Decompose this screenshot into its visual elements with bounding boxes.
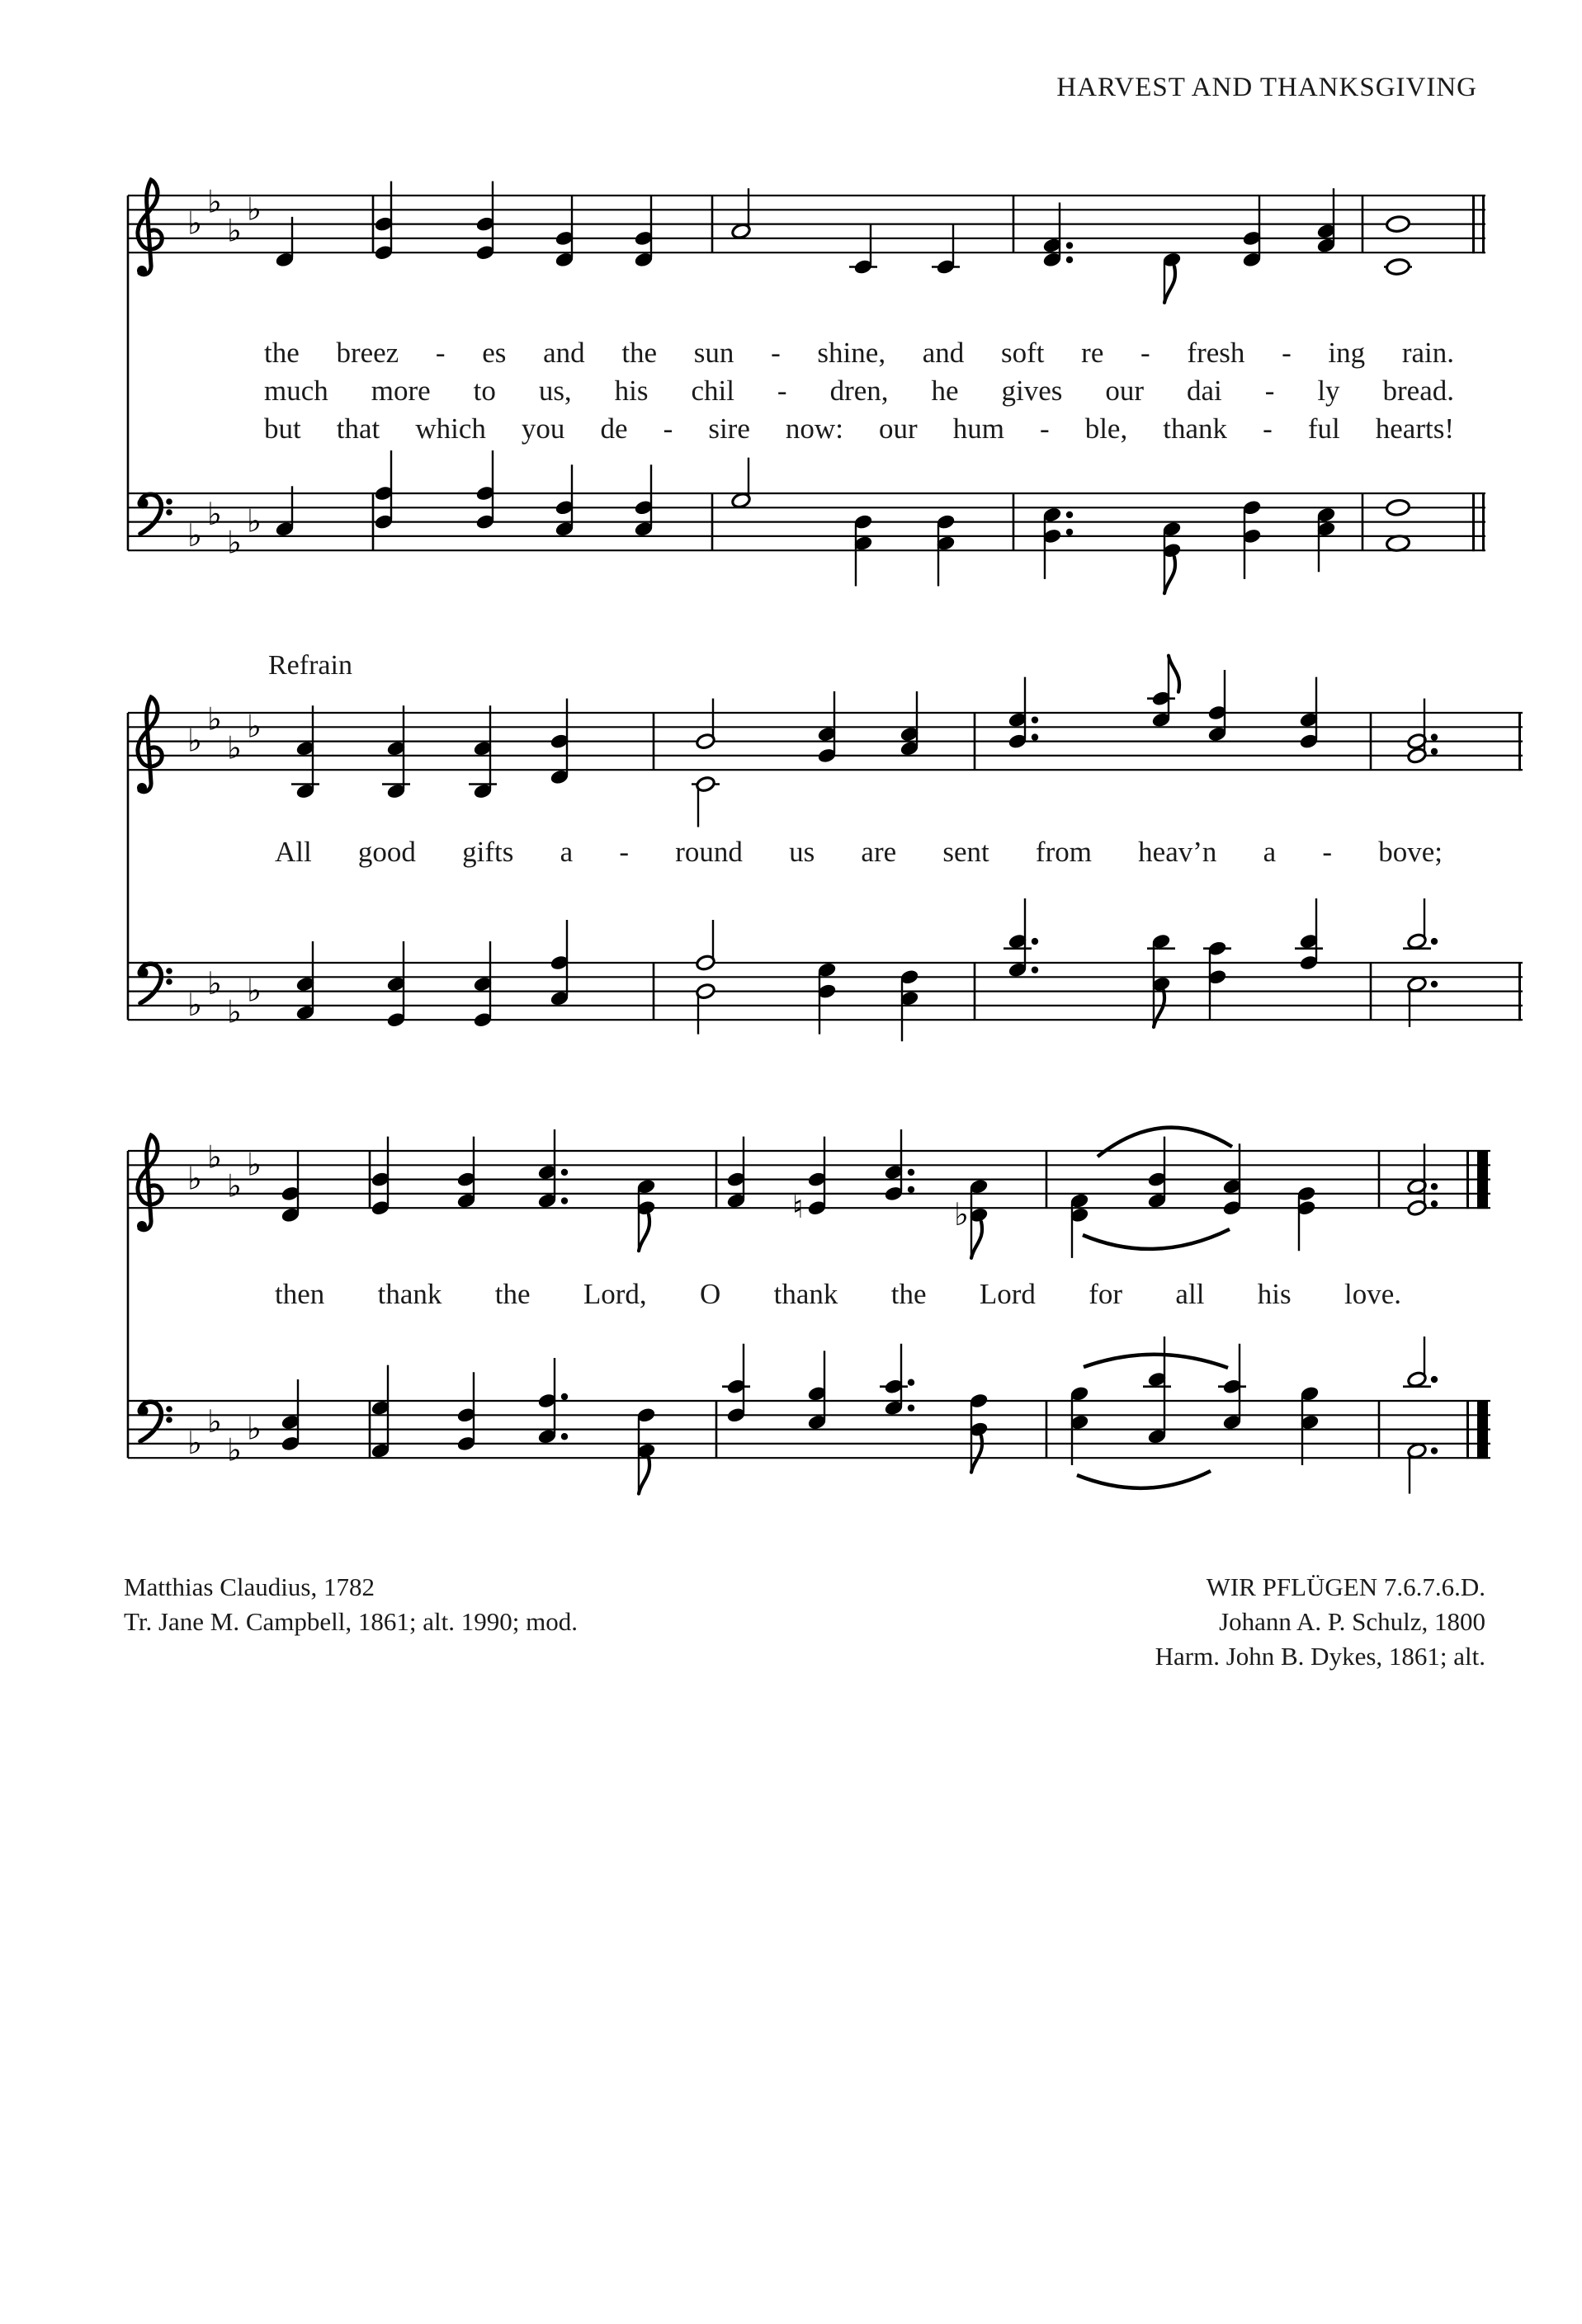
svg-text:♭: ♭: [207, 1138, 222, 1176]
svg-text:♭: ♭: [207, 1402, 222, 1440]
svg-text:♭: ♭: [207, 183, 222, 220]
lyric-final-line: then thank the Lord, O thank the Lord for all his love.: [275, 1278, 1401, 1310]
lyric-verse-line-1: the breez - es and the sun - shine, and soft re - fresh - ing rain.: [264, 337, 1454, 369]
svg-text:♭: ♭: [227, 212, 242, 249]
svg-text:♭: ♭: [227, 729, 242, 766]
svg-text:♭: ♭: [207, 495, 222, 532]
svg-text:♭: ♭: [187, 1424, 202, 1461]
svg-text:♭: ♭: [227, 993, 242, 1030]
svg-text:♭: ♭: [247, 1410, 262, 1447]
svg-text:♭: ♭: [247, 1146, 262, 1183]
svg-text:♭: ♭: [187, 722, 202, 759]
svg-text:♭: ♭: [247, 708, 262, 745]
svg-text:♭: ♭: [247, 502, 262, 540]
credit-author-line-2: Tr. Jane M. Campbell, 1861; alt. 1990; mod.: [124, 1607, 578, 1636]
credit-tune: [1155, 1570, 1485, 1674]
svg-text:♭: ♭: [187, 1160, 202, 1197]
lyric-refrain-line: All good gifts a - round us are sent from heav’n a - bove;: [275, 836, 1443, 868]
svg-text:♭: ♭: [207, 700, 222, 738]
svg-text:♭: ♭: [187, 986, 202, 1023]
svg-text:♭: ♭: [227, 1431, 242, 1468]
svg-text:♭: ♭: [247, 972, 262, 1009]
svg-text:♭: ♭: [954, 1195, 969, 1233]
credit-tune-name: WIR PFLÜGEN 7.6.7.6.D.: [1206, 1572, 1485, 1601]
credit-author-line-1: Matthias Claudius, 1782: [124, 1572, 375, 1601]
svg-text:♭: ♭: [247, 191, 262, 228]
credit-tune-harmonizer: Harm. John B. Dykes, 1861; alt.: [1155, 1642, 1485, 1671]
lyric-verse-line-2: much more to us, his chil - dren, he gives our dai - ly bread.: [264, 375, 1454, 407]
svg-text:♭: ♭: [187, 516, 202, 554]
credit-text-author: [124, 1570, 578, 1639]
refrain-label: Refrain: [268, 650, 352, 681]
svg-text:♭: ♭: [187, 205, 202, 242]
lyric-verse-line-3: but that which you de - sire now: our hum - ble, thank - ful hearts!: [264, 412, 1454, 445]
svg-text:♭: ♭: [227, 524, 242, 561]
svg-text:♮: ♮: [792, 1189, 804, 1226]
credit-tune-composer: Johann A. P. Schulz, 1800: [1219, 1607, 1485, 1636]
page-category-header: HARVEST AND THANKSGIVING: [1056, 73, 1477, 102]
svg-text:♭: ♭: [227, 1167, 242, 1204]
svg-text:♭: ♭: [207, 964, 222, 1002]
